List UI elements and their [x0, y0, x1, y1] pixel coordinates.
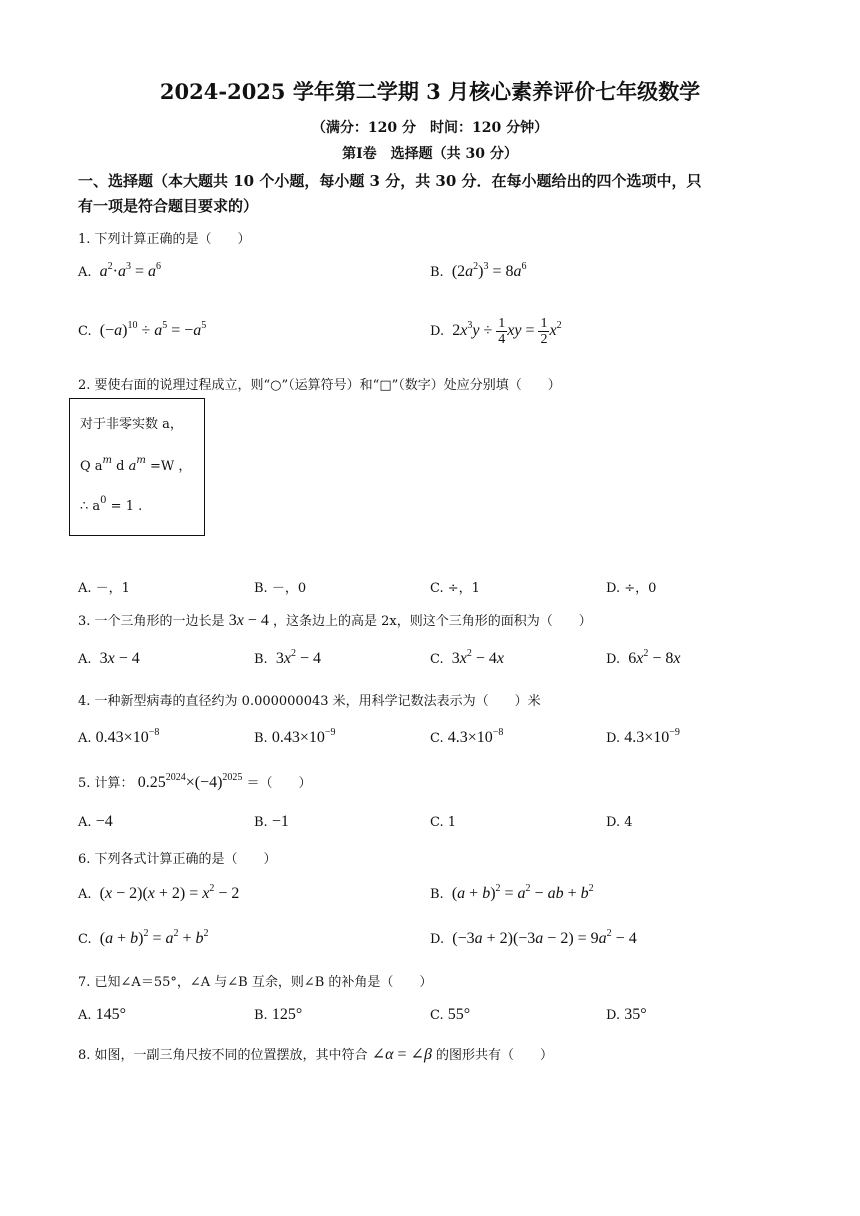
q7-option-b-label: B.: [254, 1008, 268, 1023]
q3-option-b-expr: $3x^2 - 4$: [271, 648, 321, 667]
q3-option-b-label: B.: [254, 652, 268, 667]
question-2-stem: 2. 要使右面的说理过程成立，则“○”（运算符号）和“□”（数字）处应分别填（ ）: [78, 378, 561, 393]
q6-option-a-expr: $(x - 2)(x + 2) = x^2 - 2$: [95, 883, 240, 902]
question-7-stem: 7. 已知∠A＝55°，∠A 与∠B 互余，则∠B 的补角是（ ）: [78, 975, 433, 990]
q6-option-b-expr: $(a + b)^2 = a^2$ − ab + $b^2$: [447, 883, 594, 902]
q1-option-c-expr: $(-a)^{10} \div a^5 = -a^5$: [95, 320, 207, 339]
reasoning-line-1: 对于非零实数 a，: [80, 417, 183, 432]
q7-option-c-value: 55°: [447, 1006, 471, 1023]
q1-option-d-expr: $2x^3y$ ÷ $\frac{1}{4}$ xy = $\frac{1}{2}$ $x^2$: [448, 316, 562, 347]
q5-option-a-label: A.: [78, 815, 92, 830]
q6-option-a: [78, 885, 239, 903]
q3-option-b: [254, 650, 321, 668]
part-heading: 第Ⅰ卷 选择题（共 30 分）: [342, 146, 518, 162]
q3-stem-part-a: 3. 一个三角形的一边长是: [78, 614, 225, 629]
q4-option-d-label: D.: [606, 731, 621, 746]
reasoning-line-3-text: ∴ a: [80, 499, 101, 514]
q1-option-d: [430, 316, 562, 347]
question-5-stem: [78, 772, 312, 792]
q1-option-a-label: A.: [78, 265, 92, 280]
q4-option-b-label: B.: [254, 731, 268, 746]
q7-option-b: [254, 1006, 302, 1024]
q7-option-c-label: C.: [430, 1008, 444, 1023]
q7-option-d-value: 35°: [624, 1006, 647, 1023]
q6-option-b: [430, 885, 594, 903]
exam-info: （满分：120 分 时间：120 分钟）: [311, 120, 549, 136]
q5-stem-part-a: 5. 计算：: [78, 776, 134, 791]
q4-option-c-expr: $4.3\times 10^{-8}$: [447, 727, 504, 746]
q7-option-a: [78, 1006, 126, 1024]
q3-option-c-expr: $3x^2 - 4x$: [447, 648, 505, 667]
q4-option-a-label: A.: [78, 731, 92, 746]
reasoning-box: [69, 398, 205, 536]
q7-option-b-value: 125°: [271, 1006, 303, 1023]
q6-option-c: [78, 930, 209, 948]
q5-option-d: D. 4: [606, 815, 633, 830]
q4-option-b-expr: $0.43\times 10^{-9}$: [271, 727, 336, 746]
q5-option-b: [254, 813, 289, 831]
q4-option-d: [606, 729, 680, 747]
q3-option-d-label: D.: [606, 652, 621, 667]
q1-option-b-expr: $(2a^2)^3 = 8a^6$: [447, 261, 527, 280]
q4-option-a-expr: $0.43\times 10^{-8}$: [95, 727, 160, 746]
q3-option-a-expr: 3x − 4: [95, 650, 140, 667]
q1-option-c-label: C.: [78, 324, 92, 339]
q7-option-a-value: 145°: [95, 1006, 127, 1023]
reasoning-line-2-text: Q a: [80, 459, 103, 474]
q3-side-expr: 3x − 4: [228, 612, 269, 629]
question-1-stem: 1. 下列计算正确的是（ ）: [78, 232, 251, 247]
section-heading-line1: 一、选择题（本大题共 10 个小题，每小题 3 分，共 30 分．在每小题给出的四个选项中，只: [78, 172, 702, 190]
q1-option-b-label: B.: [430, 265, 444, 280]
question-4-stem: 4. 一种新型病毒的直径约为 0.000000043 米，用科学记数法表示为（ ）米: [78, 694, 541, 709]
q7-option-d: [606, 1006, 647, 1024]
q3-stem-part-b: ，这条边上的高是 2x，则这个三角形的面积为（ ）: [272, 614, 592, 629]
q4-option-b: [254, 729, 336, 747]
q1-option-c: [78, 322, 206, 340]
q5-option-c: C. 1: [430, 815, 457, 830]
q5-option-b-label: B.: [254, 815, 268, 830]
q3-option-d: [606, 650, 680, 668]
q7-option-d-label: D.: [606, 1008, 621, 1023]
q2-option-a: A. －，1: [78, 581, 130, 596]
q8-angle-condition: ∠α = ∠β: [371, 1046, 432, 1063]
q1-option-b: [430, 263, 527, 281]
q1-option-a: [78, 263, 161, 281]
q2-option-b: B. －，0: [254, 581, 307, 596]
section-heading-line2: 有一项是符合题目要求的）: [78, 197, 259, 215]
question-6-stem: 6. 下列各式计算正确的是（ ）: [78, 852, 277, 867]
q6-option-b-label: B.: [430, 887, 444, 902]
q2-option-d: D. ÷，0: [606, 581, 657, 596]
q4-option-d-expr: $4.3\times 10^{-9}$: [624, 727, 680, 746]
q1-option-a-expr: $a^2\cdot a^3 = a^6$: [99, 261, 162, 280]
page-title: 2024-2025 学年第二学期 3 月核心素养评价七年级数学: [159, 79, 701, 104]
q6-option-d: [430, 930, 637, 948]
q6-option-a-label: A.: [78, 887, 92, 902]
q5-option-a: [78, 813, 113, 831]
q4-option-c-label: C.: [430, 731, 444, 746]
q1-option-d-label: D.: [430, 324, 445, 340]
q8-stem-part-b: 的图形共有（ ）: [436, 1048, 554, 1063]
question-8-stem: [78, 1044, 553, 1064]
q7-option-a-label: A.: [78, 1008, 92, 1023]
question-3-stem: [78, 610, 592, 630]
q6-option-d-label: D.: [430, 932, 445, 947]
q2-option-c: C. ÷，1: [430, 581, 480, 596]
q3-option-a: [78, 650, 140, 668]
q4-option-c: [430, 729, 503, 747]
q8-stem-part-a: 8. 如图，一副三角尺按不同的位置摆放，其中符合: [78, 1048, 368, 1063]
q3-option-a-label: A.: [78, 652, 92, 667]
q7-option-c: [430, 1006, 470, 1024]
q6-option-c-expr: $(a + b)^2 = a^2 + b^2$: [95, 928, 209, 947]
q3-option-d-expr: $6x^2 - 8x$: [624, 648, 681, 667]
q5-option-b-value: −1: [271, 813, 289, 830]
q6-option-d-expr: $(-3a + 2)(-3a - 2) = 9a^2 - 4$: [448, 928, 637, 947]
q4-option-a: [78, 729, 159, 747]
q3-option-c: [430, 650, 504, 668]
q6-option-c-label: C.: [78, 932, 92, 947]
q5-option-a-value: −4: [95, 813, 113, 830]
q5-stem-part-b: ＝（ ）: [246, 776, 312, 791]
reasoning-line-2: Q $a^m$ d $a^m =W$ ，: [80, 455, 192, 474]
q3-option-c-label: C.: [430, 652, 444, 667]
reasoning-line-3: ∴ $a^0 = 1$ .: [80, 495, 143, 514]
q5-expr: $0.25^{2024}\times(-4)^{2025}$: [137, 772, 243, 791]
